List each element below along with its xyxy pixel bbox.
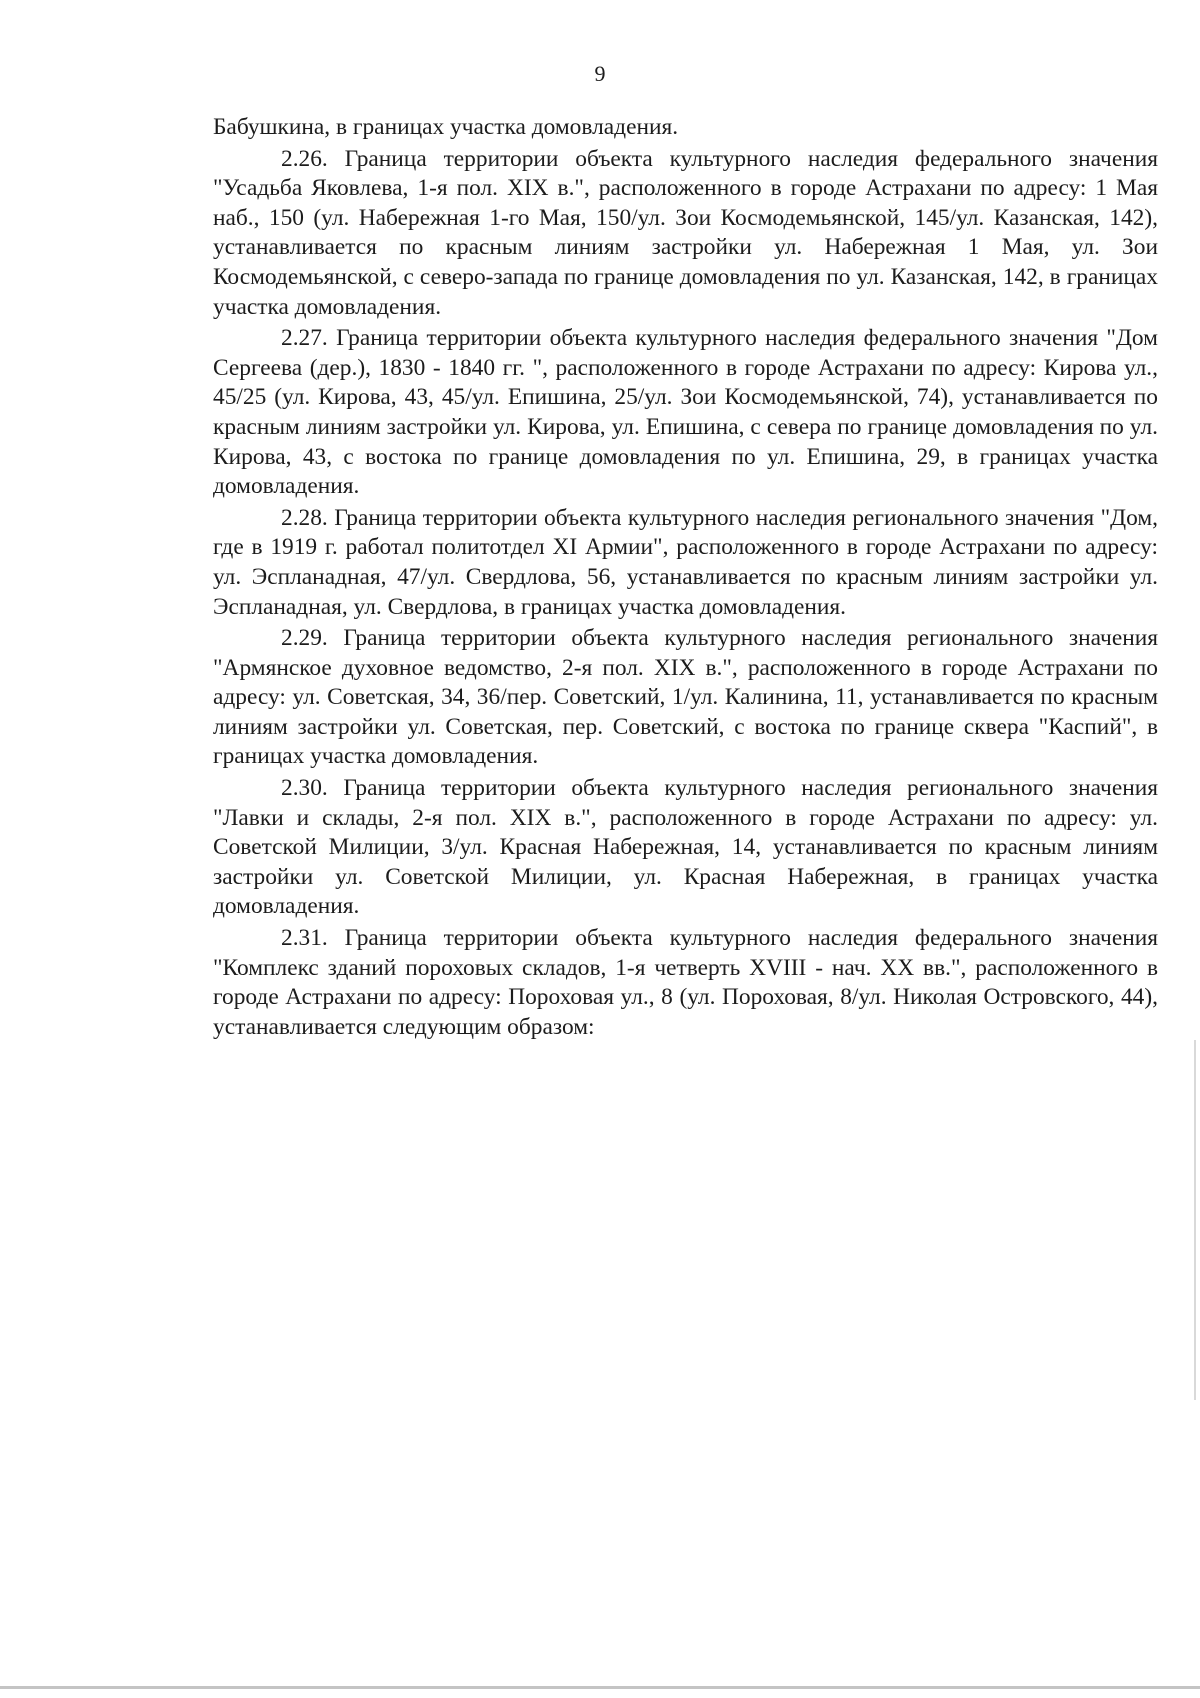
scan-bottom-edge [0,1686,1200,1689]
paragraph-2-31: 2.31. Граница территории объекта культурного наследия федерального значения "Комплекс зданий пороховых складов, 1-я четверть XVIII - нач. XX вв.", расположенного в городе Астрахани по адресу: Пороховая ул., 8 (ул. Пороховая, 8/ул. Николая Островского, 44), устанавливается следующим образом: [213,925,1158,1040]
paragraph-continuation: Бабушкина, в границах участка домовладения. [213,114,679,140]
paragraph-2-26: 2.26. Граница территории объекта культурного наследия федерального значения "Усадьба Яковлева, 1-я пол. XIX в.", расположенного в городе Астрахани по адресу: 1 Мая наб., 150 (ул. Набережная 1-го Мая, 150/ул. Зои Космодемьянской, 145/ул. Казанская, 142), устанавливается по красным линиям застройки ул. Набережная 1 Мая, ул. Зои Космодемьянской, с северо-запада по границе домовладения по ул. Казанская, 142, в границах участка домовладения. [213,145,1158,320]
paragraph-2-28: 2.28. Граница территории объекта культурного наследия регионального значения "Дом, где в 1919 г. работал политотдел XI Армии", расположенного в городе Астрахани по адресу: ул. Эспланадная, 47/ул. Свердлова, 56, устанавливается по красным линиям застройки ул. Эспланадная, ул. Свердлова, в границах участка домовладения. [213,504,1158,620]
page-number: 9 [594,61,606,86]
paragraph-2-27: 2.27. Граница территории объекта культурного наследия федерального значения "Дом Сергеева (дер.), 1830 - 1840 гг. ", расположенного в городе Астрахани по адресу: Кирова ул., 45/25 (ул. Кирова, 43, 45/ул. Епишина, 25/ул. Зои Космодемьянской, 74), устанавливается по красным линиям застройки ул. Кирова, ул. Епишина, с севера по границе домовладения по ул. Кирова, 43, с востока по границе домовладения по ул. Епишина, 29, в границах участка домовладения. [213,325,1158,500]
paragraph-2-30: 2.30. Граница территории объекта культурного наследия регионального значения "Лавки и склады, 2-я пол. XIX в.", расположенного в городе Астрахани по адресу: ул. Советской Милиции, 3/ул. Красная Набережная, 14, устанавливается по красным линиям застройки ул. Советской Милиции, ул. Красная Набережная, в границах участка домовладения. [213,775,1158,920]
paragraph-2-29: 2.29. Граница территории объекта культурного наследия регионального значения "Армянское духовное ведомство, 2-я пол. XIX в.", расположенного в городе Астрахани по адресу: ул. Советская, 34, 36/пер. Советский, 1/ул. Калинина, 11, устанавливается по красным линиям застройки ул. Советская, пер. Советский, с востока по границе сквера "Каспий", в границах участка домовладения. [213,625,1158,770]
document-body [213,113,1158,1044]
scan-edge-line [1194,1040,1196,1400]
